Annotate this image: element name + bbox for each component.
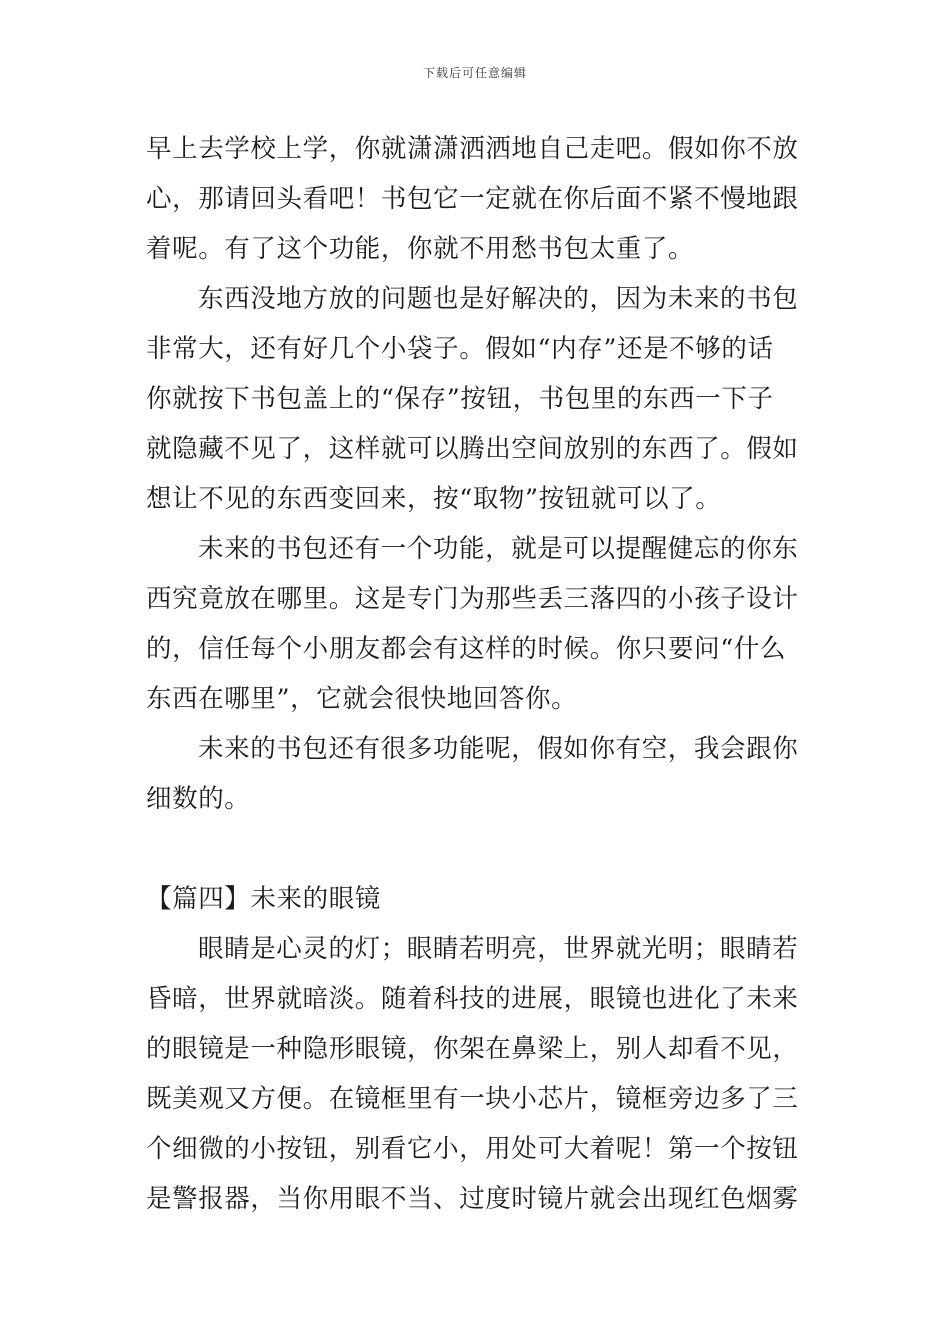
paragraph-start-line: 东西没地方放的问题也是好解决的，因为未来的书包	[198, 284, 799, 314]
text-line: 是警报器，当你用眼不当、过度时镜片就会出现红色烟雾	[146, 1184, 799, 1214]
text-line: 的，信任每个小朋友都会有这样的时候。你只要问“什么	[146, 634, 787, 664]
text-line: 个细微的小按钮，别看它小，用处可大着呢！第一个按钮	[146, 1134, 799, 1164]
text-line: 心，那请回头看吧！书包它一定就在你后面不紧不慢地跟	[146, 184, 799, 214]
paragraph-start-line: 眼睛是心灵的灯；眼睛若明亮，世界就光明；眼睛若	[198, 934, 799, 964]
text-line: 着呢。有了这个功能，你就不用愁书包太重了。	[146, 234, 695, 264]
text-line: 细数的。	[146, 784, 251, 814]
text-line: 西究竟放在哪里。这是专门为那些丢三落四的小孩子设计	[146, 584, 799, 614]
text-line: 既美观又方便。在镜框里有一块小芯片，镜框旁边多了三	[146, 1084, 799, 1114]
text-line: 昏暗，世界就暗淡。随着科技的进展，眼镜也进化了未来	[146, 984, 799, 1014]
paragraph-start-line: 未来的书包还有一个功能，就是可以提醒健忘的你东	[198, 534, 799, 564]
text-line: 你就按下书包盖上的“保存”按钮，书包里的东西一下子	[146, 384, 774, 414]
text-line: 想让不见的东西变回来，按“取物”按钮就可以了。	[146, 484, 722, 514]
text-line: 非常大，还有好几个小袋子。假如“内存”还是不够的话	[146, 334, 774, 364]
paragraph-start-line: 未来的书包还有很多功能呢，假如你有空，我会跟你	[198, 734, 799, 764]
text-line: 就隐藏不见了，这样就可以腾出空间放别的东西了。假如	[146, 434, 799, 464]
text-line: 东西在哪里”，它就会很快地回答你。	[146, 684, 578, 714]
header-note: 下载后可任意编辑	[422, 66, 527, 80]
text-line: 早上去学校上学，你就潇潇洒洒地自己走吧。假如你不放	[146, 134, 799, 164]
text-line: 的眼镜是一种隐形眼镜，你架在鼻梁上，别人却看不见，	[146, 1034, 799, 1064]
section-heading: 【篇四】未来的眼镜	[146, 884, 381, 914]
